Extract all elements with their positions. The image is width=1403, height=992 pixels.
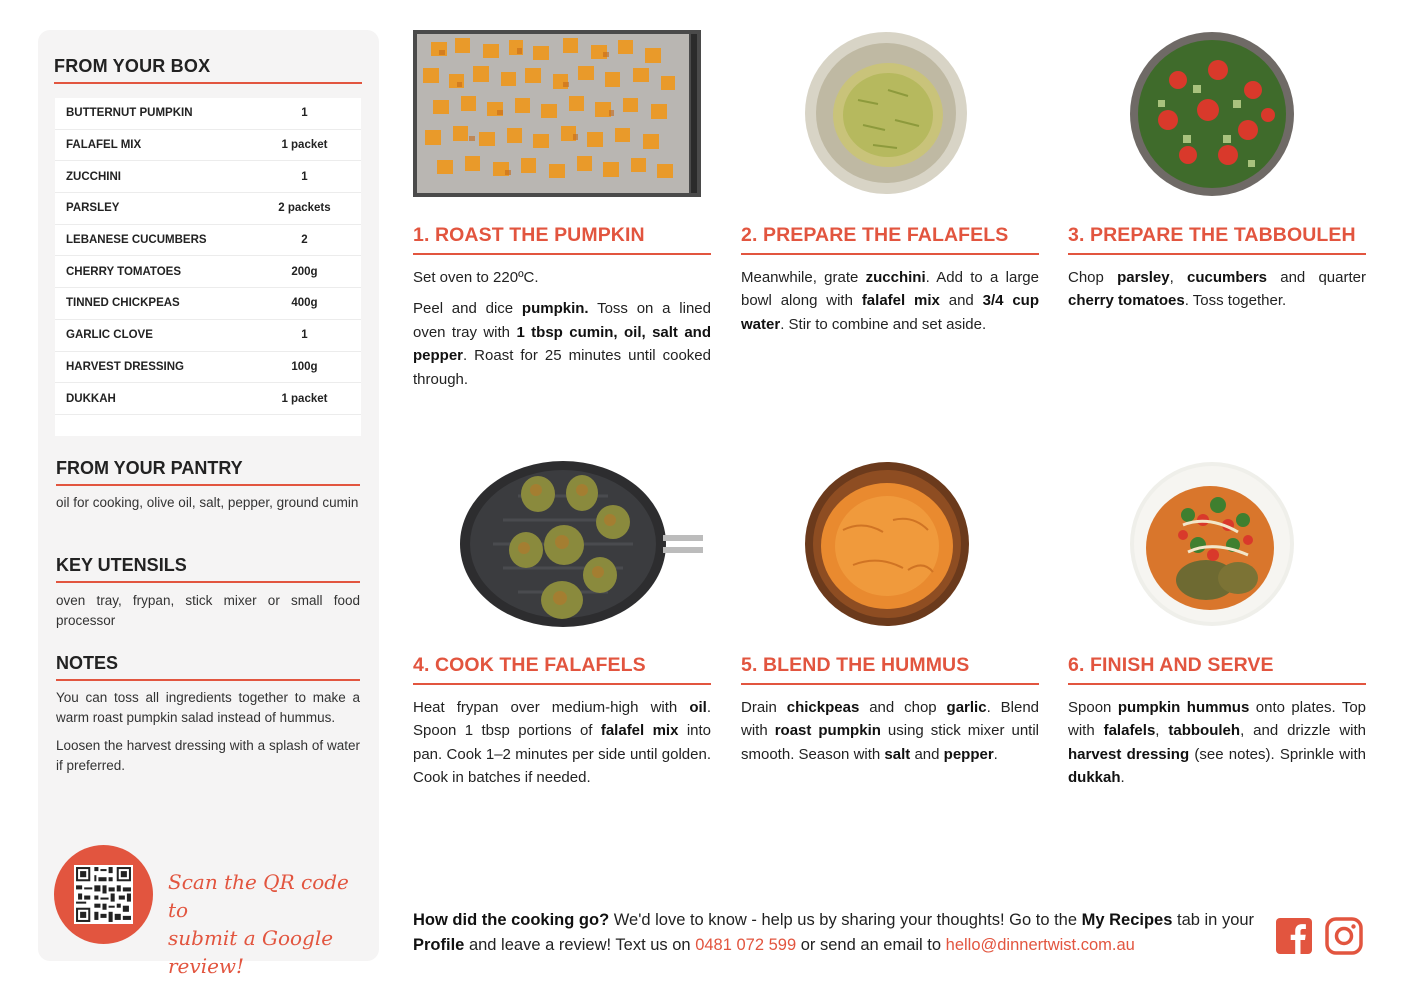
qr-review-prompt (168, 868, 368, 980)
ingredient-row (55, 256, 361, 288)
ingredient-row (55, 288, 361, 320)
step-rule (741, 683, 1039, 685)
step-1-text: Set oven to 220ºC. Peel and dice pumpkin. Toss on a lined oven tray with 1 tbsp cumin, oil, salt and pepper. Roast for 25 minutes until cooked through. (413, 269, 711, 388)
notes-title: NOTES (56, 653, 119, 673)
step-title: 3. PREPARE THE TABBOULEH (1068, 224, 1356, 246)
qr-code-badge[interactable] (54, 845, 153, 944)
ingredient-qty: 1 packet (281, 139, 328, 152)
step-3-text: Chop parsley, cucumbers and quarter cherry tomatoes. Toss together. (1068, 269, 1366, 310)
ingredient-row (55, 320, 361, 352)
step-title: 6. FINISH AND SERVE (1068, 654, 1274, 676)
note-item: You can toss all ingredients together to make a warm roast pumpkin salad instead of hummus. (56, 690, 360, 725)
frypan-falafels-photo (458, 460, 708, 628)
phone-link[interactable]: 0481 072 599 (695, 936, 797, 954)
step-title: 1. ROAST THE PUMPKIN (413, 224, 645, 246)
step-rule (413, 253, 711, 255)
feedback-footer: How did the cooking go? We'd love to know - help us by sharing your thoughts! Go to the My Recipes tab in your Profile and leave a review! Text us on 0481 072 599 or send an email to hello@dinnertwist.com.au (413, 911, 1255, 954)
ingredient-qty: 1 (301, 329, 308, 342)
ingredient-qty: 1 packet (281, 392, 328, 405)
hummus-photo (803, 460, 971, 628)
step-rule (1068, 253, 1366, 255)
email-link[interactable]: hello@dinnertwist.com.au (945, 936, 1135, 954)
step-rule (1068, 683, 1366, 685)
qr-text-line: submit a Google review! (168, 926, 334, 978)
ingredient-qty: 400g (291, 297, 318, 310)
qr-text-line: Scan the QR code to (168, 870, 349, 922)
ingredient-row (55, 225, 361, 257)
step-title: 2. PREPARE THE FALAFELS (741, 224, 1009, 246)
utensils-rule (56, 581, 360, 583)
finished-dish-photo (1128, 460, 1296, 628)
pantry-title: FROM YOUR PANTRY (56, 458, 243, 478)
ingredient-name: LEBANESE CUCUMBERS (66, 234, 207, 247)
pantry-rule (56, 484, 360, 486)
tabbouleh-photo (1128, 30, 1296, 198)
ingredient-row (55, 383, 361, 415)
ingredient-name: GARLIC CLOVE (66, 329, 153, 342)
step-title: 4. COOK THE FALAFELS (413, 654, 646, 676)
step-5-text: Drain chickpeas and chop garlic. Blend with roast pumpkin using stick mixer until smooth. Season with salt and pepper. (741, 699, 1040, 763)
step-6-text: Spoon pumpkin hummus onto plates. Top with falafels, tabbouleh, and drizzle with harvest dressing (see notes). Sprinkle with dukkah. (1068, 699, 1367, 787)
ingredient-qty: 2 (301, 234, 308, 247)
ingredient-qty: 200g (291, 265, 318, 278)
ingredient-name: CHERRY TOMATOES (66, 265, 182, 278)
ingredient-qty: 100g (291, 360, 318, 373)
ingredient-table (55, 98, 361, 436)
ingredient-name: HARVEST DRESSING (66, 360, 185, 373)
falafel-mix-photo (803, 30, 969, 196)
step-2-text: Meanwhile, grate zucchini. Add to a large bowl along with falafel mix and 3/4 cup water. Stir to combine and set aside. (741, 269, 1040, 333)
notes-rule (56, 679, 360, 681)
roast-pumpkin-photo (413, 30, 701, 197)
ingredient-row (55, 98, 361, 130)
pantry-text: oil for cooking, olive oil, salt, pepper, ground cumin (56, 495, 359, 510)
step-rule (741, 253, 1039, 255)
utensils-title: KEY UTENSILS (56, 555, 187, 575)
ingredient-name: PARSLEY (66, 202, 120, 215)
ingredient-row (55, 130, 361, 162)
step-4-text: Heat frypan over medium-high with oil. Spoon 1 tbsp portions of falafel mix into pan. Cook 1–2 minutes per side until golden. Cook in batches if needed. (413, 699, 712, 787)
ingredient-name: TINNED CHICKPEAS (66, 297, 180, 310)
ingredient-row (55, 193, 361, 225)
ingredient-qty: 2 packets (278, 202, 331, 215)
ingredient-name: FALAFEL MIX (66, 139, 142, 152)
instagram-icon[interactable] (1325, 917, 1363, 955)
ingredient-qty: 1 (301, 107, 308, 120)
ingredient-name: BUTTERNUT PUMPKIN (66, 107, 193, 120)
ingredient-name: ZUCCHINI (66, 170, 121, 183)
utensils-text: oven tray, frypan, stick mixer or small food processor (56, 593, 360, 628)
facebook-icon[interactable] (1276, 918, 1312, 954)
ingredient-row (55, 161, 361, 193)
ingredient-row (55, 352, 361, 384)
step-title: 5. BLEND THE HUMMUS (741, 654, 970, 676)
ingredients-sidebar (38, 30, 379, 978)
ingredient-qty: 1 (301, 170, 308, 183)
note-item: Loosen the harvest dressing with a splash of water if preferred. (56, 738, 360, 773)
from-your-box-title: FROM YOUR BOX (54, 56, 211, 76)
box-title-rule (54, 82, 362, 84)
ingredient-name: DUKKAH (66, 392, 116, 405)
step-rule (413, 683, 711, 685)
qr-code-icon[interactable] (74, 865, 133, 924)
